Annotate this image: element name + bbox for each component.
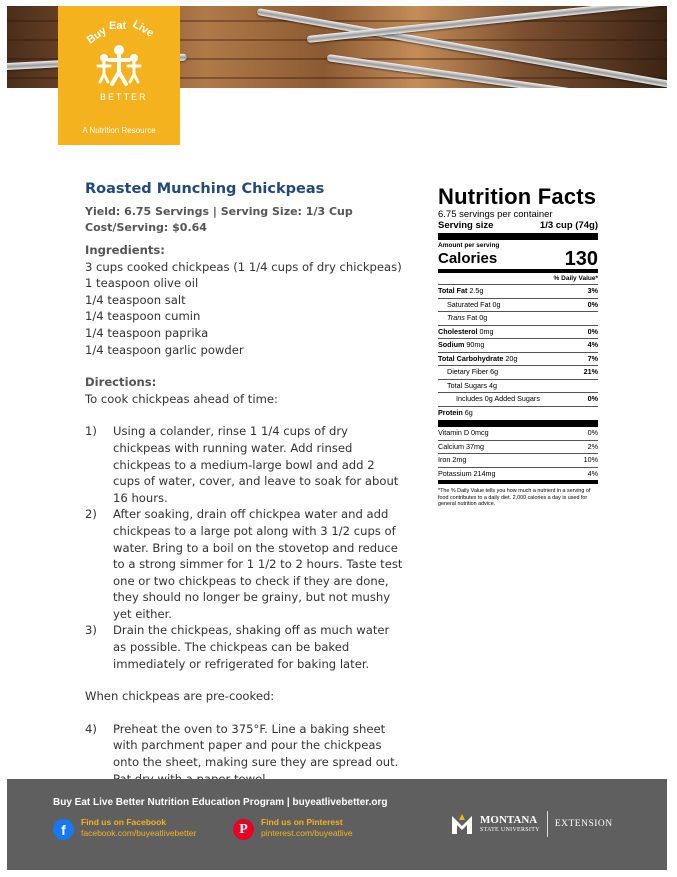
montana-state-m-icon [450,812,474,836]
msu-sub: STATE UNIVERSITY [480,826,540,833]
nf-sodium: Sodium 90mg 4% [438,338,598,352]
extension-label: EXTENSION [554,819,613,829]
ingredient-item: 1/4 teaspoon cumin [85,309,201,324]
nf-saturated-fat: Saturated Fat 0g 0% [438,298,598,312]
buy-eat-live-better-logo [58,6,180,145]
recipe-yield: Yield: 6.75 Servings | Serving Size: 1/3 Cup [85,205,353,218]
ingredient-item: 3 cups cooked chickpeas (1 1/4 cups of dry chickpeas) [85,259,402,274]
serving-size-row: Serving size 1/3 cup (74g) [438,220,598,240]
directions-steps-b [85,721,405,787]
nf-added-sugars: Includes 0g Added Sugars 0% [438,392,598,406]
amount-per-serving: Amount per serving [438,242,500,249]
facebook-icon: f [53,819,74,840]
facebook-url[interactable]: facebook.com/buyeatlivebetter [81,828,197,838]
ingredient-item: 1/4 teaspoon garlic powder [85,342,244,357]
nf-total-sugars: Total Sugars 4g [438,379,598,393]
directions-steps-a [85,423,405,672]
logo-tagline: A Nutrition Resource [82,126,156,135]
servings-per-container: 6.75 servings per container [438,209,553,220]
pinterest-title: Find us on Pinterest [261,817,343,827]
nf-potassium: Potassium 214mg 4% [438,467,598,485]
nf-total-fat: Total Fat 2.5g 3% [438,284,598,298]
nf-calcium: Calcium 37mg 2% [438,440,598,454]
directions-intro: To cook chickpeas ahead of time: [85,391,278,406]
pinterest-url[interactable]: pinterest.com/buyeatlive [261,828,353,838]
facebook-title: Find us on Facebook [81,817,167,827]
logo-word-eat: Eat [109,20,127,32]
footer [7,779,667,870]
nf-dietary-fiber: Dietary Fiber 6g 21% [438,365,598,379]
ingredient-item: 1/4 teaspoon paprika [85,325,209,340]
msu-extension-logo [450,809,613,839]
fork-image [307,6,667,43]
nf-protein: Protein 6g [438,406,598,428]
logo-word-better: BETTER [100,92,148,100]
direction-step: 4) Preheat the oven to 375°F. Line a baking sheet with parchment paper and pour the chickpeas onto the sheet, making sure they are spread out. [85,721,399,770]
logo-word-live: Live [130,18,156,40]
ingredients-heading: Ingredients: [85,243,165,257]
recipe-section [85,180,405,787]
facebook-link[interactable] [53,817,196,840]
nf-cholesterol: Cholesterol 0mg 0% [438,325,598,339]
nutrition-facts-label [438,185,598,508]
nf-iron: Iron 2mg 10% [438,453,598,467]
direction-step: 3) Drain the chickpeas, shaking off as much water as possible. The chickpeas can be baked immediately or refrigerated for baking later. [85,623,390,671]
recipe-cost: Cost/Serving: $0.64 [85,221,207,234]
nf-vitamin-d: Vitamin D 0mcg 0% [438,428,598,437]
msu-name: MONTANA [480,813,538,826]
directions-heading: Directions: [85,375,157,390]
nf-total-carbohydrate: Total Carbohydrate 20g 7% [438,352,598,366]
logo-figures-icon [76,14,162,100]
ingredient-list [85,259,405,359]
precooked-intro: When chickpeas are pre-cooked: [85,689,275,704]
nutrition-facts-title: Nutrition Facts [438,184,597,209]
direction-step: 2) After soaking, drain off chickpea water and add chickpeas to a large pot along with 3 1/2 cups of water. Bring to a boil on the stovetop and reduce to a strong simmer for 1 1/2 to 2 hours. Taste test one or two chickpeas to check if they are done, they should no longer be grainy, but not mushy yet either. [85,507,403,621]
nf-footnote: *The % Daily Value tells you how much a nutrient in a serving of food contributes to a daily diet. 2,000 calories a day is used for general nutrition advice. [438,488,591,507]
msu-divider [547,811,548,837]
pinterest-link[interactable] [233,817,353,840]
nf-trans-fat: Trans Fat 0g [438,311,598,325]
pinterest-icon: P [233,819,254,840]
logo-word-buy: Buy [84,24,109,47]
daily-value-header: % Daily Value* [553,275,598,282]
ingredient-item: 1/4 teaspoon salt [85,292,186,307]
calories-row: Calories 130 [438,249,598,273]
footer-program-line: Buy Eat Live Better Nutrition Education Program | buyeatlivebetter.org [53,797,388,808]
direction-step: 1) Using a colander, rinse 1 1/4 cups of dry chickpeas with running water. Add rinsed chickpeas to a medium-large bowl and add 2 cups of water, cover, and leave to soak for about 16 hours. [85,424,399,505]
ingredient-item: 1 teaspoon olive oil [85,276,199,291]
recipe-title: Roasted Munching Chickpeas [85,181,325,197]
